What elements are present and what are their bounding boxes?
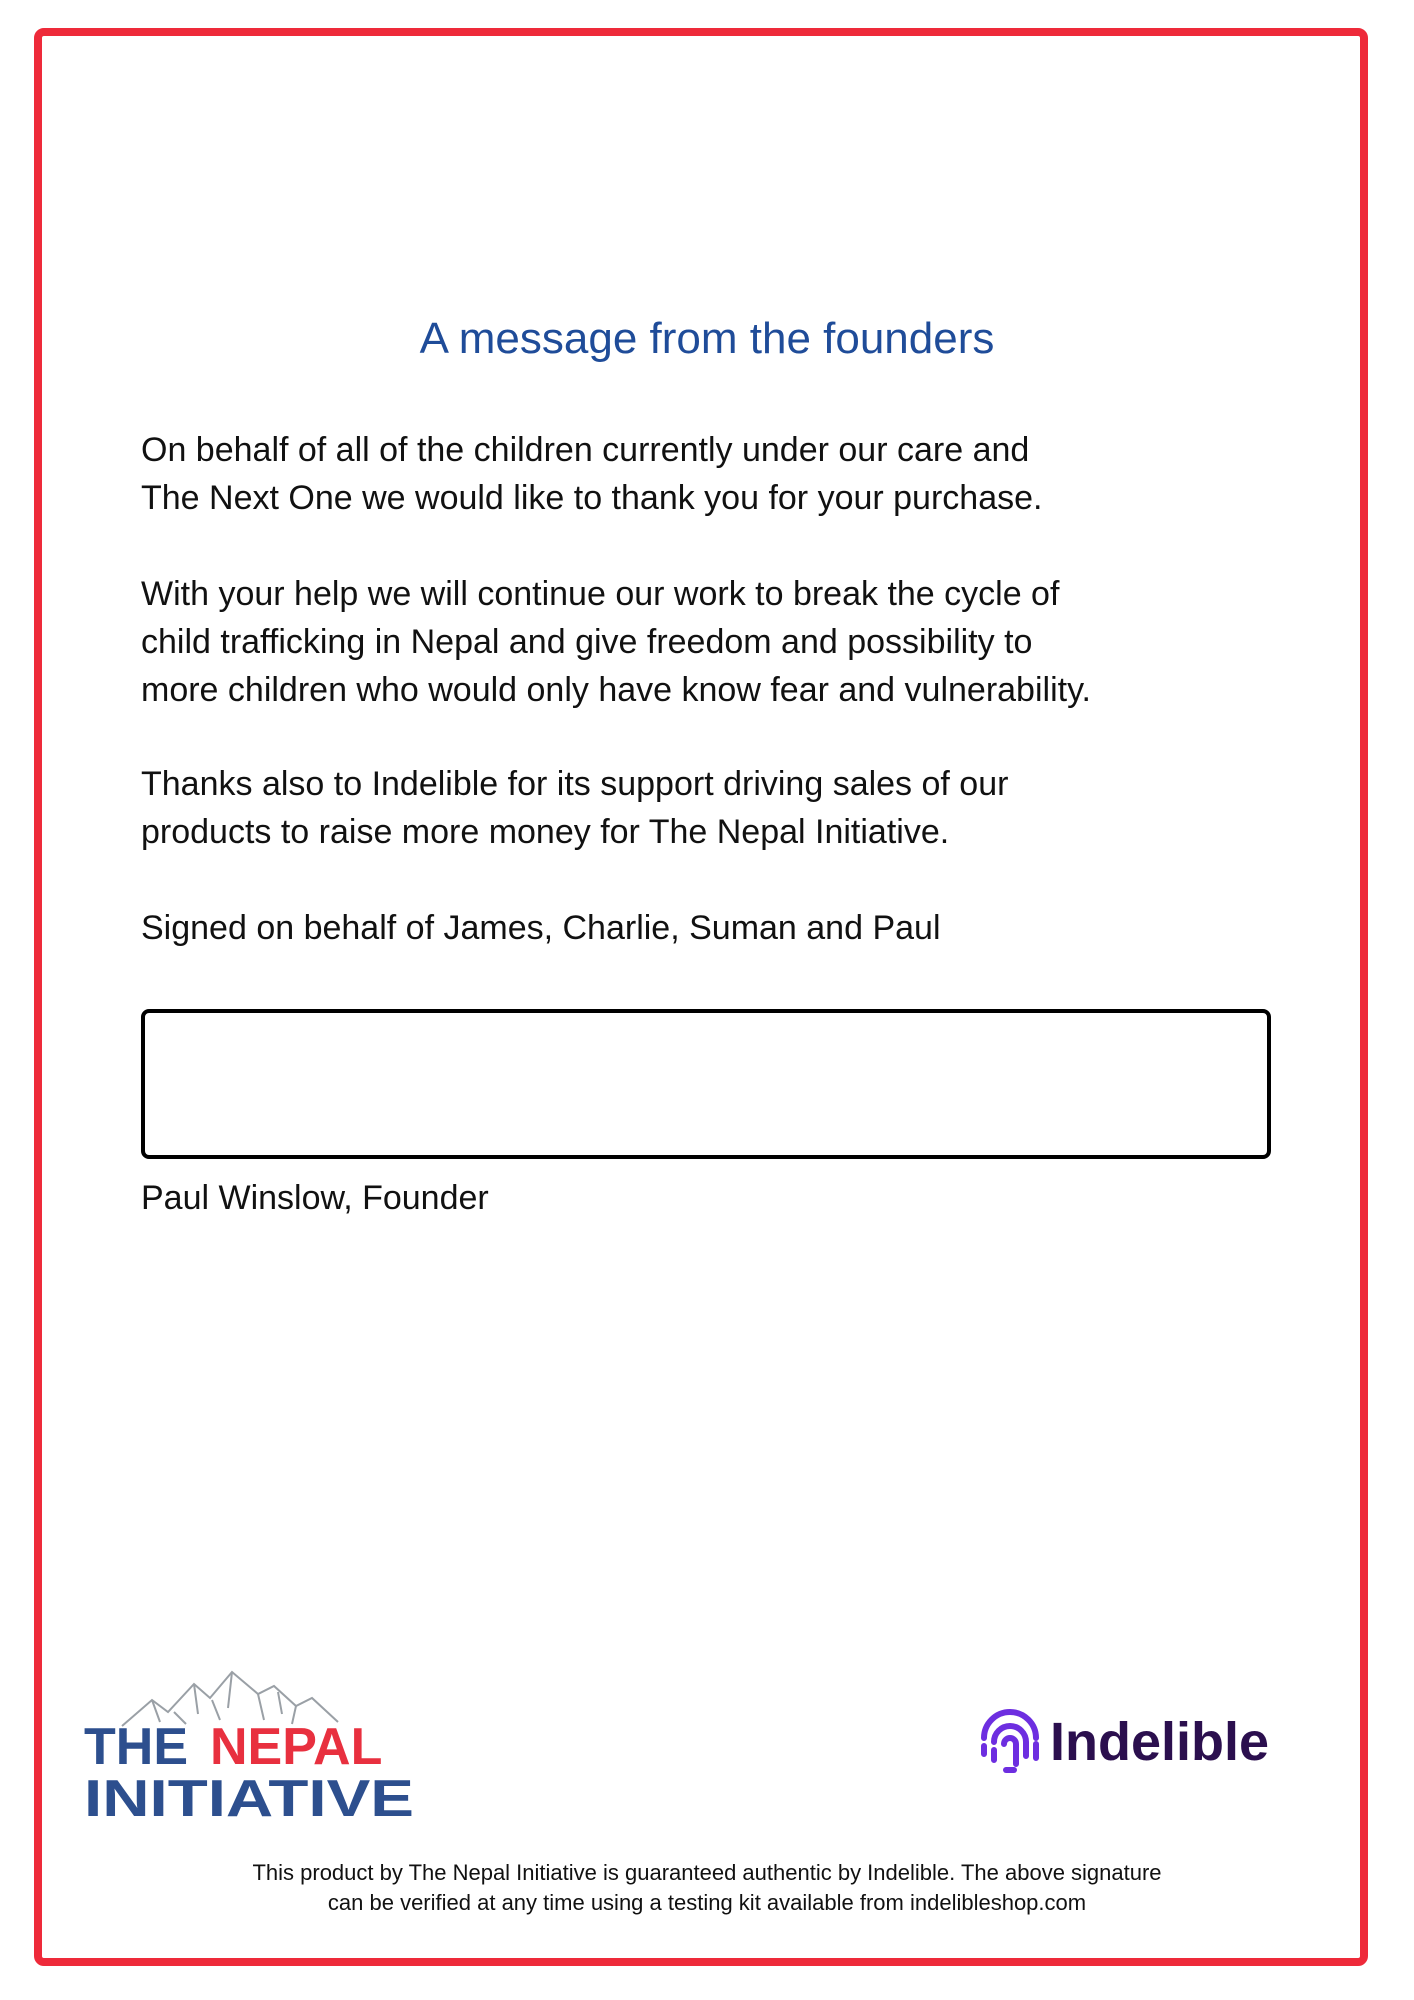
signature-box <box>141 1009 1271 1159</box>
paragraph-line: With your help we will continue our work to break the cycle of <box>141 575 1060 613</box>
paragraph-line: child trafficking in Nepal and give freedom and possibility to <box>141 623 1033 661</box>
indelible-wordmark: Indelible <box>1050 1712 1270 1772</box>
indelible-logo <box>976 1698 1316 1778</box>
paragraph-line: On behalf of all of the children currently under our care and <box>141 431 1030 469</box>
paragraph-line: The Next One we would like to thank you for your purchase. <box>141 479 1043 517</box>
paragraph-line: more children who would only have know fear and vulnerability. <box>141 671 1091 709</box>
paragraph-line: products to raise more money for The Nepal Initiative. <box>141 813 950 851</box>
fingerprint-icon <box>984 1712 1036 1770</box>
footer-line: This product by The Nepal Initiative is guaranteed authentic by Indelible. The above signature <box>252 1860 1162 1885</box>
paragraph-mission <box>141 570 1281 714</box>
footer-line: can be verified at any time using a testing kit available from indelibleshop.com <box>327 1890 1087 1915</box>
logo-text-the: THE <box>84 1718 188 1776</box>
paragraph-line: Thanks also to Indelible for its support driving sales of our <box>141 765 1009 803</box>
footer-note <box>0 1858 1414 1918</box>
signed-on-behalf-line: Signed on behalf of James, Charlie, Suman and Paul <box>141 909 941 947</box>
paragraph-thanks <box>141 426 1281 522</box>
logo-text-nepal: NEPAL <box>210 1718 383 1776</box>
page-title: A message from the founders <box>419 314 995 363</box>
paragraph-indelible <box>141 760 1281 856</box>
signer-name: Paul Winslow, Founder <box>141 1179 489 1217</box>
logo-text-initiative: INITIATIVE <box>84 1770 414 1828</box>
nepal-initiative-logo <box>82 1664 422 1834</box>
